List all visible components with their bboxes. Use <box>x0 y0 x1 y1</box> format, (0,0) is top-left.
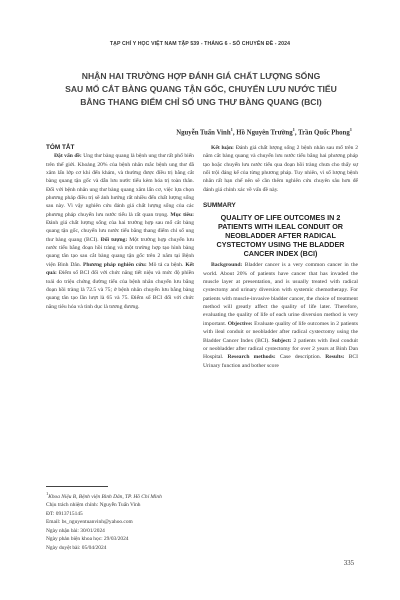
en-method-text: Case description. <box>275 354 322 361</box>
en-background-text: Bladder cancer is a very common cancer in the world. About 20% of patients have cancer that has invaded the muscle layer at presentation, and is usually treated with radical cystectomy and urinary diversion with systemic chemotherapy. For patients with muscle-invasive bladder cancer, the choice of treatment method will greatly affect the quality of life later. Therefore, evaluating the quality of life of each urine diversion method is very important. <box>203 262 358 327</box>
en-objective-text: Evaluate quality of life outcomes in 2 patients with ileal conduit or neobladder after radical cystectomy using the Bladder Cancer Index (BCI). <box>203 320 358 344</box>
english-title: QUALITY OF LIFE OUTCOMES IN 2 PATIENTS WITH ILEAL CONDUIT OR NEOBLADDER AFTER RADICAL CYSTECTOMY USING THE BLADDER CANCER INDEX (BCI) <box>216 213 345 259</box>
article-title <box>46 70 356 109</box>
author-2-sup: 1 <box>292 127 295 132</box>
author-2: Hồ Nguyên Trường <box>236 129 293 137</box>
abstract-en-body <box>203 261 358 369</box>
en-background-label: Background: <box>211 262 243 269</box>
vi-conclusion-label: Kết luận: <box>211 145 234 151</box>
right-column <box>203 144 358 370</box>
footnote <box>46 490 196 552</box>
affiliation-sup: 1 <box>46 491 49 496</box>
abstract-vi-body <box>46 152 194 311</box>
vi-objective-text: Đánh giá chất lượng sống của hai trường hợp sau mổ cắt bàng quang tận gốc, chuyển lưu nước tiểu bằng thang điểm chỉ số ung thư bàng quang (BCI). <box>46 220 194 243</box>
vi-subject-label: Đối tượng: <box>100 236 128 243</box>
en-subject-label: Subject: <box>271 337 292 344</box>
affiliation-text: Khoa Niệu B, Bệnh viện Bình Dân, TP. Hồ Chí Minh <box>48 493 162 500</box>
review-date: Ngày phản biện khoa học: 29/03/2024 <box>46 536 129 543</box>
author-list: Nguyễn Tuấn Vinh$^1$, Hồ Nguyên Trường$^1$, Trần Quốc Phong$^1$ <box>176 127 352 137</box>
journal-header: TẠP CHÍ Y HỌC VIỆT NAM TẬP 539 - THÁNG 6 - SỐ CHUYÊN ĐỀ - 2024 <box>109 41 291 47</box>
en-objective-label: Objective: <box>227 320 253 327</box>
vi-conclusion-text: Đánh giá chất lượng sống 2 bệnh nhân sau mổ trên 2 năm cắt bàng quang và chuyển lưu nước tiểu bằng hai phương pháp tạo hoặc chuyển lưu nước tiểu qua đoạn hồi tràng chưa cho thấy sự nổi trội đáng kể của từng phương pháp. Tuy nhiên, vì số lượng bệnh nhân rất hạn chế nên sẽ cần thêm nghiên cứu chuyên sâu hơn để đánh giá chính xác về vấn đề này. <box>203 145 358 193</box>
vi-method-label: Phương pháp nghiên cứu: <box>82 261 147 268</box>
footnote-affiliation <box>46 490 196 501</box>
author-3-sup: 1 <box>349 127 352 132</box>
author-1-sup: 1 <box>230 127 233 132</box>
received-date: Ngày nhận bài: 30/01/2024 <box>46 527 105 534</box>
author-3: Trần Quốc Phong <box>298 129 350 137</box>
vi-method-text: Mô tả ca bệnh. <box>146 261 184 268</box>
abstract-vi-heading: TÓM TẮT <box>46 144 75 151</box>
phone-number: ĐT: 0913715145 <box>46 510 83 517</box>
email-address: Email: bs_nguyentuanvinh@yahoo.com <box>46 519 133 526</box>
summary-heading: SUMMARY <box>203 202 236 210</box>
footnote-divider <box>46 486 108 487</box>
vi-intro-text: Ung thư bàng quang là bệnh ung thư rất phổ biến trên thế giới. Khoảng 20% của bệnh nhân mắc bệnh ung thư đã xâm lấn lớp cơ khi đến khám, và thường được điều trị bằng cắt bàng quang tận gốc và dẫn lưu nước tiểu kèm hóa trị toàn thân. Đối với bệnh nhân ung thư bàng quang xâm lấn cơ, việc lựa chọn phương pháp điều trị sẽ ảnh hưởng rất nhiều đến chất lượng sống sau này. Vì vậy nghiên cứu đánh giá chất lượng sống của các phương pháp chuyển lưu nước tiểu là rất quan trọng. <box>46 153 194 218</box>
author-1: Nguyễn Tuấn Vinh <box>176 129 231 137</box>
left-column <box>46 144 194 311</box>
title-line-1: NHẬN HAI TRƯỜNG HỢP ĐÁNH GIÁ CHẤT LƯỢNG SỐNG <box>81 71 321 81</box>
en-subject-text: 2 patients with ileal conduit or neobladder after radical cystectomy for over 2 years at Binh Dan Hospital. <box>203 337 358 361</box>
title-line-2: SAU MỔ CẮT BÀNG QUANG TẬN GỐC, CHUYỂN LƯU NƯỚC TIỂU <box>65 84 337 94</box>
en-method-label: Research methods: <box>227 354 276 361</box>
en-results-text: BCI Urinary function and bother score <box>203 354 358 369</box>
vi-result-text-part1: Điểm số BCI đối với chức năng tiết niệu và mức độ phiền toái do triệu chứng đường tiểu của bệnh nhân chuyển lưu bằng đoạn hồi tràng là 72.5 và 75; ở bệnh nhân chuyển lưu bằng bàng quang tân tạo lần lượt là 65 và 75. Điểm số BCI đối với chức năng tiêu hóa và tình dục là tương đương. <box>46 270 194 310</box>
en-results-label: Results: <box>325 354 345 361</box>
vi-intro-label: Đặt vấn đề: <box>54 153 82 160</box>
abstract-vi-conclusion <box>203 144 358 194</box>
page-number: 335 <box>343 560 354 567</box>
vi-subject-text: Một trường hợp chuyển lưu nước tiểu bằng đoạn hồi tràng và một trường hợp tạo hình bàng quang tân tạo sau cắt bàng quang tận gốc trên 2 năm tại Bệnh viện Bình Dân. <box>46 236 194 268</box>
corresponding-author: Chịu trách nhiệm chính: Nguyễn Tuấn Vinh <box>46 502 141 509</box>
title-line-3: BẰNG THANG ĐIỂM CHỈ SỐ UNG THƯ BÀNG QUANG (BCI) <box>80 97 322 107</box>
vi-result-label: Kết quả: <box>46 261 195 277</box>
vi-objective-label: Mục tiêu: <box>170 211 194 218</box>
accepted-date: Ngày duyệt bài: 05/04/2024 <box>46 544 107 551</box>
